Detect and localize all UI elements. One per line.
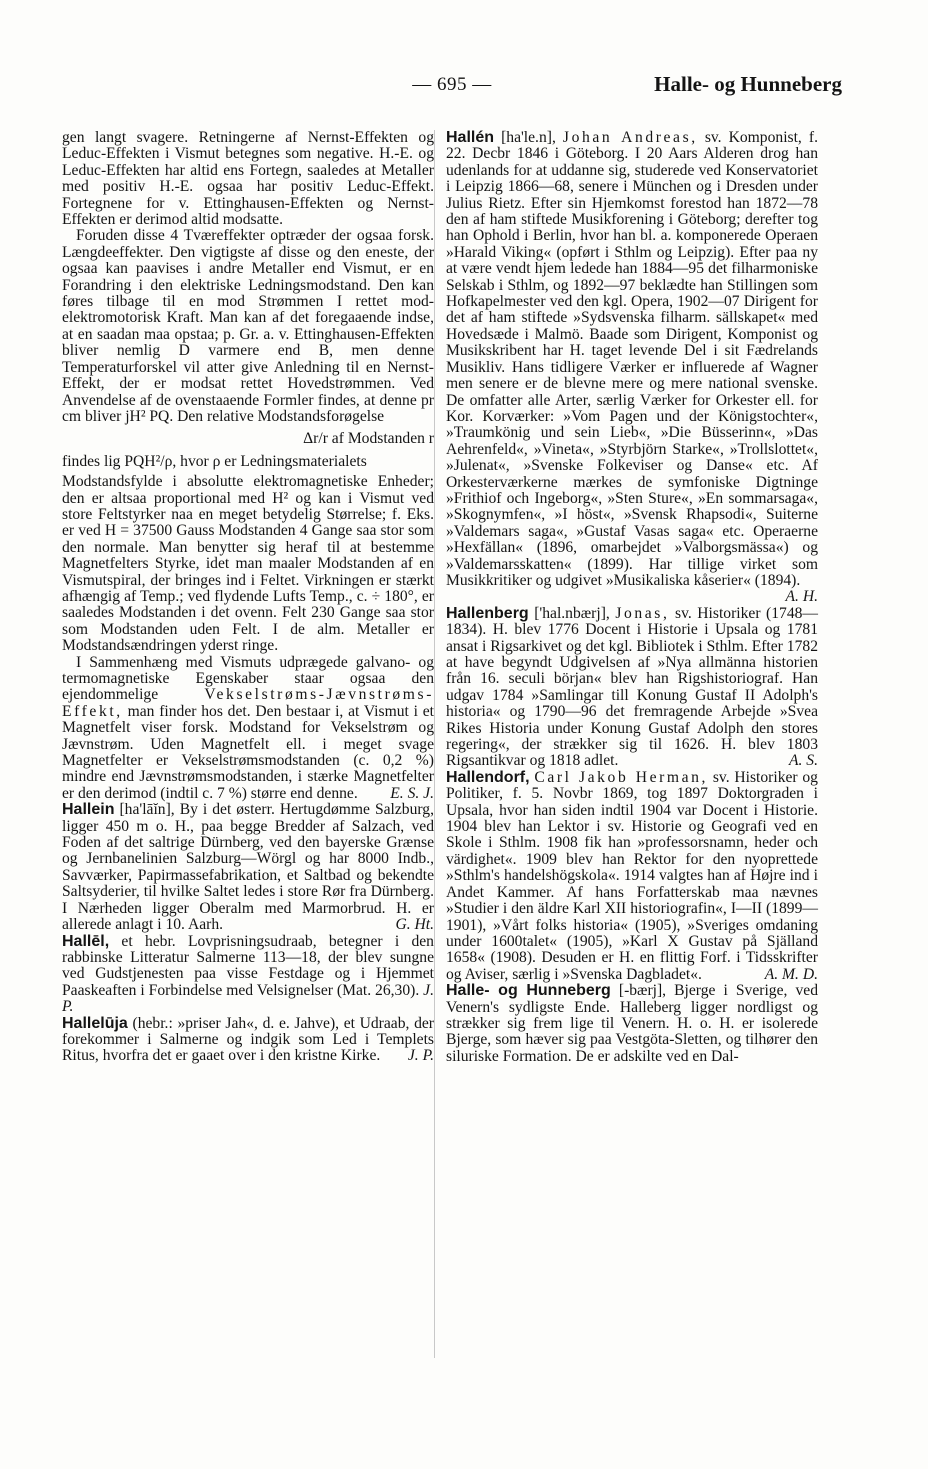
paragraph: gen langt svagere. Retningerne af Nernst-Effekten og Leduc-Effekten i Vismut betegnes som negative. H.-E. og Leduc-Effekten har altid ens Fortegn, saaledes at Metaller med positiv H.-E. ogsaa har positiv Leduc-Effekt. Fortegnene for v. Ettinghausen-Effekten og Nernst-Effekten er derimod altid modsatte. <box>62 129 434 229</box>
formula: Δr/r af Modstanden r <box>303 430 434 448</box>
entry <box>446 983 818 1065</box>
author-signature: G. Ht. <box>395 916 434 934</box>
entry-name: Johan Andreas, <box>562 129 698 146</box>
author-signature: A. M. D. <box>764 965 818 983</box>
entry-text: [ha'lāĭn], By i det østerr. Hertugdømme Salzburg, ligger 450 m o. H., paa begge Bredder af Salzach, ved Foden af det saltrige Dürnberg, ved den bayerske Grænse og Jernbanelinien Salzburg—Wörgl og har 8000 Indb., Savværker, Papirmassefabrikation, et Saltbad og bekendte Saltsyderier, til hvilke Saltet ledes i store Rør fra Dürnberg. I Nærheden ligger Oberalm med Marmorbrud. H. er allerede anlagt i 10. Aarh. <box>62 801 434 934</box>
entry-text: [-bærj], Bjerge i Sverige, ved Venern's sydligste Ende. Halleberg ligger nordligst og strækker sig frem lige til Venern. H. o. H. er isolerede Bjerge, som hæver sig paa Vestgöta-Sletten, og tilhører den siluriske Formation. De er adskilte ved en Dal- <box>446 982 819 1065</box>
author-signature: J. P. <box>407 1047 434 1065</box>
text: man finder hos det. Den bestaar i, at Vismut i et Magnetfelt viser forsk. Modstand for Vekselstrøm og Jævnstrøm. Uden Magnetfelt ell. i meget svage Magnetfelter er Vekselstrømsmodstanden (c. 0,2 %) mindre end Jævnstrømsmodstanden, i stærke Magnetfelter er den derimod (indtil c. 7 %) større end denne. <box>62 702 434 802</box>
running-head: Halle- og Hunneberg <box>654 72 842 96</box>
entry-pronunciation: [ha'le.n], <box>501 129 556 146</box>
page-number: — 695 — <box>412 74 492 95</box>
entry-text: sv. Historiker og Politiker, f. 5. Novbr 1869, tog 1897 Doktorgraden i Upsala, hvor han siden indtil 1904 var Docent i Historie. 1904 blev han Lektor i sv. Historie og Geografi ved en Skole i Sthlm. 1908 fik han »professorsnamn, heder och värdighet«. 1909 blev han Rektor for den nyoprettede »Sthlm's handelshögskola«. 1914 valgtes han af Højre ind i Andet Kammer. Af hans Forfatterskab maa nævnes »Studier i den äldre Karl XII historiografin«, I—II (1899—1901), »Vårt folks historia« (1905), »Sveriges omdaning under 1600talet« (1905), »Karl X Gustav på Själland 1658« (1908). Desuden er H. en flittig Forf. i Tidsskrifter og Aviser, særlig i »Svenska Dagbladet«. <box>446 768 818 983</box>
entry <box>62 1016 434 1065</box>
entry-headword: Hallenberg <box>446 604 529 622</box>
entry-headword: Hallēl, <box>62 932 110 950</box>
entry <box>446 130 818 606</box>
right-column <box>446 130 818 1065</box>
formula: findes lig PQH²/ρ, hvor ρ er Ledningsmaterialets <box>62 452 367 470</box>
entry <box>446 606 818 770</box>
paragraph: Foruden disse 4 Tværeffekter optræder der ogsaa forsk. Længdeeffekter. Den vigtigste af disse og den eneste, der ogsaa kan paavises i andre Metaller end Vismut, er en Forandring i den elektriske Ledningsmodstand. Den kan føres tilbage til en mod Strømmen I rettet mod-elektromotorisk Kraft. Man kan af det foregaaende indse, at en saadan maa opstaa; p. Gr. a. v. Ettinghausen-Effekten bliver nemlig D varmere end B, men denne Temperaturforskel vil atter give Anledning til en Nernst-Effekt, der er modsat rettet Hovedstrømmen. Ved Anvendelse af de ovenstaaende Formler findes, at denne pr cm bliver jH² PQ. Den relative Modstandsforøgelse <box>62 227 434 425</box>
left-column <box>62 130 434 1065</box>
entry-text: (hebr.: »priser Jah«, d. e. Jahve), et Udraab, der forekommer i Salmerne og indgik som Led i Templets Ritus, hvorfra det er gaaet over i den kristne Kirke. <box>62 1014 435 1065</box>
text: I Sammenhæng med Vismuts udprægede galvano- og termomagnetiske Egenskaber staar ogsaa den ejendommelige <box>62 653 434 704</box>
entry-headword: Hallendorf, <box>446 768 530 786</box>
entry-headword: Hallelūja <box>62 1014 128 1032</box>
column-divider <box>434 130 435 1358</box>
author-signature: E. S. J. <box>390 784 434 802</box>
entry-headword: Hallén <box>446 129 495 146</box>
entry-text: et hebr. Lovprisningsudraab, betegner i den rabbinske Litteratur Salmerne 113—18, der blev sungne ved Gudstjenesten paa visse Festdage og i Hjemmet Paaskeaften i Forbindelse med Velsignelser (Mat. 26,30). <box>62 932 434 999</box>
entry-text: sv. Komponist, f. 22. Decbr 1846 i Göteborg. I 20 Aars Alderen drog han udenlands for at uddanne sig, studerede ved Konservatoriet i Leipzig 1866—68, senere i München og i Dresden under Julius Rietz. Efter sin Hjemkomst forestod han 1872—78 den af ham stiftede Musikforening i Göteborg; derefter tog han Ophold i Berlin, hvor han bl. a. komponerede Operaen »Harald Viking« (opført i Sthlm og Leipzig). Efter paa ny at være vendt hjem ledede han 1884—95 det filharmoniske Selskab i Sthlm, og 1892—97 beklædte han Stillingen som Hofkapelmester ved den kgl. Opera, 1902—07 Dirigent for det af ham stiftede »Sydsvenska filharm. sällskapet« med Hovedsæde i Malmö. Baade som Dirigent, Komponist og Musikskribent har H. taget levende Del i sit Fædrelands Musikliv. Hans tidligere Værker er influerede af Wagner men senere er de blevne mere og mere national svenske. De omfatter alle Arter, særlig Værker for Orkester ell. for Kor. Korværker: »Vom Pagen und der Königstochter«, »Traumkönig und sein Lieb«, »Die Büsserinn«, »Das Aehrenfeld«, »Vineta«, »Styrbjörn Starke«, »Trollslottet«, »Julenat«, »Svenske Folkeviser og Danse« etc. Af Orkesterværkerne mærkes de symfoniske Digtninge »Frithiof och Ingeborg«, »Sten Sture«, »En sommarsaga«, »Skognymfen«, »I höst«, »Svensk Rhapsodi«, Suiterne »Valdemars saga«, »Gustaf Vasas saga« etc. Operaerne »Hexfällan« (1896, omarbejdet »Valborgsmässa«) og »Valdemarsskatten« (1899). Har tillige virket som Musikkritiker og udgivet »Musikaliska kåserier« (1894). <box>446 129 818 589</box>
entry-headword: Hallein <box>62 801 115 819</box>
entry-pronunciation: ['hal.nbærj], <box>534 604 610 622</box>
page-header <box>62 74 842 102</box>
entry-name: Carl Jakob Herman, <box>534 768 709 786</box>
author-signature: A. S. <box>788 752 818 770</box>
entry-name: Jonas, <box>615 604 670 622</box>
paragraph <box>62 655 434 803</box>
entry <box>446 770 818 983</box>
entry-text: sv. Historiker (1748—1834). H. blev 1776 Docent i Historie i Upsala og 1781 ansat i Rigsarkivet og det kgl. Bibliotek i Sthlm. Efter 1782 at have begyndt Udgivelsen af »Nya allmänna historien från 16. seculi början« blev han Rigshistoriograf. Han udgav 1784 »Samlingar till Konung Gustaf II Adolph's historia« og 1790—96 det fremragende Arbejde »Svea Rikes Historia under Konung Gustaf Adolph den stores regering«, der strækker sig til 1626. H. blev 1803 Rigsantikvar og 1818 adlet. <box>446 604 819 770</box>
term: Vekselstrøms-Jævnstrøms-Effekt, <box>62 686 434 720</box>
author-signature: A. H. <box>785 588 818 606</box>
author-signature: J. P. <box>62 981 434 1016</box>
entry-headword: Halle- og Hunneberg <box>446 982 611 1000</box>
entry <box>62 802 434 933</box>
entry <box>62 934 434 1016</box>
paragraph: Modstandsfylde i absolutte elektromagnetiske Enheder; den er altsaa proportional med H² og kan i Vismut ved store Feltstyrker naa en meget betydelig Størrelse; f. Eks. er ved H = 37500 Gauss Modstanden 4 Gange saa stor som den normale. Man benytter sig heraf til at bestemme Magnetfelters Styrke, idet man maaler Modstanden af en Vismutspiral, der bringes ind i Feltet. Virkningen er stærkt afhængig af Temp.; ved flydende Lufts Temp., c. ÷ 180°, er saaledes Modstanden i det ovenn. Felt 230 Gange saa stor som Modstanden uden Felt. I de alm. Metaller er Modstandsændringen yderst ringe. <box>62 473 434 655</box>
